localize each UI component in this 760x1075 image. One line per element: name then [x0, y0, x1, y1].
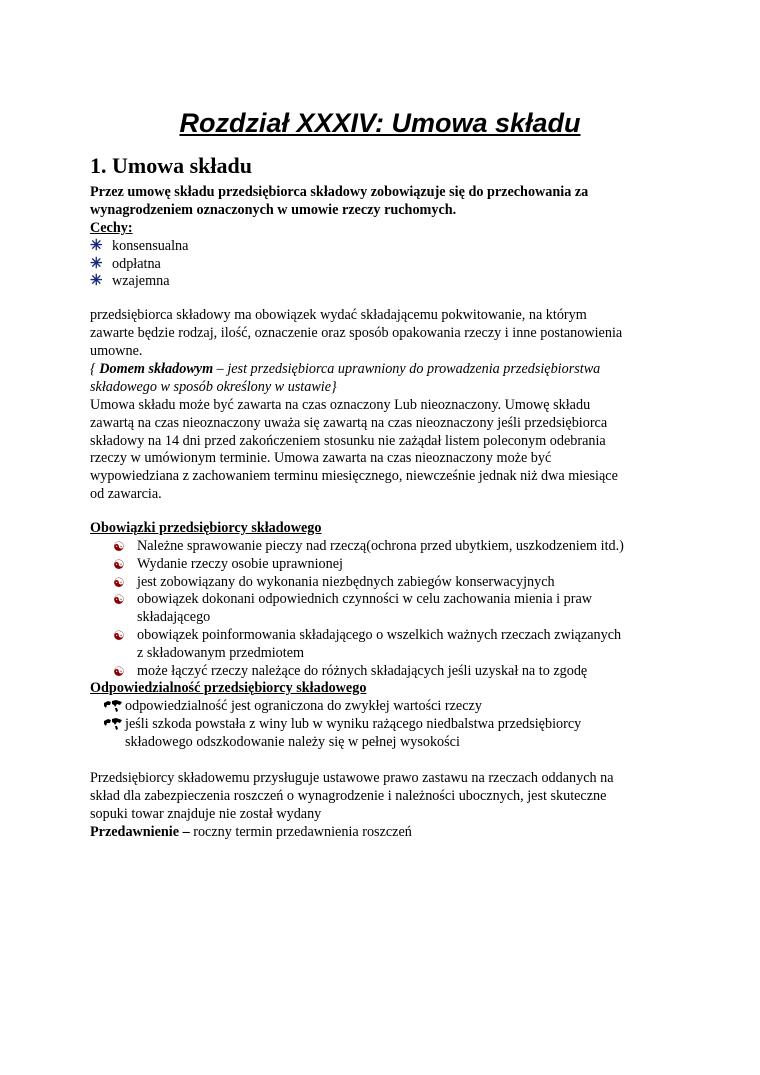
- lien-line: sopuki towar znajduje nie został wydany: [90, 805, 322, 822]
- limitation-paragraph: [90, 824, 680, 842]
- term-line: składowy na 14 dni przed zakończeniem stosunku nie zażądał listem poleconym odebrania: [90, 432, 606, 449]
- liability-item: [103, 716, 693, 752]
- definition-term: Domem składowym: [99, 361, 214, 377]
- asterisk-icon: ✳: [90, 255, 103, 272]
- definition-text: – jest przedsiębiorca uprawniony do prowadzenia przedsiębiorstwa: [213, 361, 601, 377]
- receipt-line: zawarte będzie rodzaj, ilość, oznaczenie oraz sposób opakowania rzeczy i inne postanowienia: [90, 324, 623, 341]
- yin-yang-icon: ☯: [113, 539, 125, 554]
- limitation-text: roczny termin przedawnienia roszczeń: [189, 824, 412, 840]
- feature-item: [90, 238, 680, 256]
- definition-line: składowego w sposób określony w ustawie}: [90, 378, 337, 395]
- chapter-title: Rozdział XXXIV: Umowa składu: [179, 108, 581, 138]
- term-line: Umowa składu może być zawarta na czas oznaczony Lub nieoznaczony. Umowę składu: [90, 397, 591, 413]
- feature-label: wzajemna: [112, 273, 170, 290]
- features-heading: Cechy:: [90, 220, 133, 236]
- duty-item: [113, 663, 693, 681]
- term-line: wypowiedziana z zachowaniem terminu miesięcznego, niewcześnie jednak niż dwa miesiące: [90, 468, 618, 485]
- duties-heading: Obowiązki przedsiębiorcy składowego: [90, 520, 322, 536]
- duty-item: [113, 627, 693, 663]
- yin-yang-icon: ☯: [113, 627, 125, 643]
- lien-line: Przedsiębiorcy składowemu przysługuje ustawowe prawo zastawu na rzeczach oddanych na: [90, 770, 614, 786]
- liability-item: [103, 698, 693, 716]
- duty-item: [113, 591, 693, 627]
- term-line: rzeczy w umówionym terminie. Umowa zawarta na czas nieoznaczony może być: [90, 450, 552, 467]
- duty-text: Wydanie rzeczy osobie uprawnionej: [137, 555, 343, 572]
- feature-item: [90, 256, 680, 274]
- lien-paragraph: [90, 770, 680, 823]
- liability-list: [103, 698, 693, 751]
- feature-label: konsensualna: [112, 237, 189, 254]
- duty-item: [113, 556, 693, 574]
- world-map-icon: [103, 699, 123, 713]
- asterisk-icon: ✳: [90, 237, 103, 254]
- receipt-line: umowne.: [90, 342, 143, 359]
- duty-text-cont: z składowanym przedmiotem: [137, 644, 305, 661]
- intro-line: Przez umowę składu przedsiębiorca składowy zobowiązuje się do przechowania za: [90, 184, 589, 200]
- liability-text-cont: składowego odszkodowanie należy się w pełnej wysokości: [125, 733, 460, 750]
- term-paragraph: [90, 397, 680, 504]
- intro-paragraph: [90, 184, 680, 220]
- features-block: [90, 220, 680, 291]
- intro-line: wynagrodzeniem oznaczonych w umowie rzeczy ruchomych.: [90, 201, 457, 218]
- term-line: zawartą na czas nieoznaczony uważa się zawartą na czas nieoznaczony jeśli przedsiębiorca: [90, 414, 608, 431]
- duty-text: jest zobowiązany do wykonania niezbędnych zabiegów konserwacyjnych: [137, 573, 555, 590]
- duty-item: [113, 538, 693, 556]
- liability-text: jeśli szkoda powstała z winy lub w wyniku rażącego niedbalstwa przedsiębiorcy: [125, 715, 582, 732]
- yin-yang-icon: ☯: [113, 663, 125, 679]
- definition-line: [90, 361, 680, 379]
- limitation-line: [90, 824, 680, 842]
- feature-item: [90, 273, 680, 291]
- feature-label: odpłatna: [112, 255, 161, 272]
- yin-yang-icon: ☯: [113, 556, 125, 572]
- definition-paragraph: [90, 361, 680, 397]
- duty-item: [113, 574, 693, 592]
- lien-line: skład dla zabezpieczenia roszczeń o wynagrodzenie i należności ubocznych, jest skuteczne: [90, 787, 607, 804]
- duty-text-cont: składającego: [137, 609, 211, 626]
- term-line: od zawarcia.: [90, 485, 162, 502]
- receipt-line: przedsiębiorca składowy ma obowiązek wydać składającemu pokwitowanie, na którym: [90, 307, 587, 323]
- yin-yang-icon: ☯: [113, 592, 125, 608]
- duty-text: obowiązek dokonani odpowiednich czynności w celu zachowania mienia i praw: [137, 591, 593, 608]
- duties-list: [113, 538, 693, 680]
- asterisk-icon: ✳: [90, 273, 103, 290]
- duty-text: może łączyć rzeczy należące do różnych składających jeśli uzyskał na to zgodę: [137, 662, 588, 679]
- yin-yang-icon: ☯: [113, 574, 125, 590]
- limitation-term: Przedawnienie –: [90, 824, 190, 840]
- duty-text: Należne sprawowanie pieczy nad rzeczą(ochrona przed ubytkiem, uszkodzeniem itd.): [137, 538, 624, 554]
- world-map-icon: [103, 717, 123, 731]
- duty-text: obowiązek poinformowania składającego o wszelkich ważnych rzeczach związanych: [137, 626, 622, 643]
- liability-text: odpowiedzialność jest ograniczona do zwykłej wartości rzeczy: [125, 698, 482, 714]
- liability-heading: Odpowiedzialność przedsiębiorcy składowego: [90, 680, 367, 696]
- definition-brace: {: [90, 361, 100, 377]
- section-title: 1. Umowa składu: [90, 153, 252, 178]
- receipt-paragraph: [90, 307, 680, 360]
